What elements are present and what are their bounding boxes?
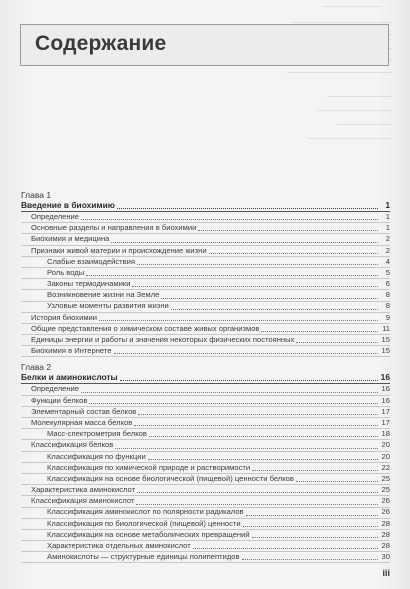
dot-leader <box>243 525 378 527</box>
toc-entry-page: 2 <box>385 234 390 244</box>
dot-leader <box>246 514 378 516</box>
dot-leader <box>148 458 378 460</box>
toc-entry-title: Узловые моменты развития жизни <box>47 301 169 311</box>
page-number: iii <box>382 568 390 578</box>
toc-entry-page: 1 <box>385 211 390 221</box>
toc-entry-page: 26 <box>381 507 390 517</box>
toc-entry-title: Классификация по функции <box>47 451 146 461</box>
dot-leader <box>296 341 378 343</box>
dot-leader <box>81 391 378 393</box>
toc-entry-title: Элементарный состав белков <box>31 406 137 416</box>
toc-entry-page: 15 <box>381 346 390 356</box>
toc-entry-title: Общие представления о химическом составе живых организмов <box>31 323 260 333</box>
toc-entry-title: Классификация аминокислот по полярности радикалов <box>47 507 244 517</box>
chapter-label: Глава 1 <box>21 190 52 200</box>
page-title: Содержание <box>35 32 167 55</box>
dot-leader <box>296 480 378 482</box>
chapter-label: Глава 2 <box>21 362 52 373</box>
dot-leader <box>81 218 378 220</box>
dot-leader <box>261 330 378 332</box>
toc-entry-page: 28 <box>381 541 390 551</box>
toc-entry-page: 17 <box>381 417 390 427</box>
toc-entry-title: Единицы энергии и работы и значения некоторых физических постоянных <box>31 335 295 345</box>
toc-entry-page: 2 <box>385 245 390 255</box>
toc-entry-page: 25 <box>381 485 390 495</box>
dot-leader <box>193 547 378 549</box>
toc-entry-page: 6 <box>385 279 390 289</box>
toc-entry-page: 15 <box>381 335 390 345</box>
toc-entry-title: Классификация по химической природе и растворимости <box>47 462 251 472</box>
toc-entry-title: Классификация аминокислот <box>31 496 135 506</box>
toc-entry-page: 4 <box>385 256 390 266</box>
toc-entry-title: Аминокислоты — структурные единицы полипептидов <box>47 552 240 562</box>
toc-entry-title: Биохимия и медицина <box>31 234 110 244</box>
toc-entry-page: 1 <box>385 200 390 210</box>
toc-entry-title: Роль воды <box>47 267 85 277</box>
dot-leader <box>209 252 378 254</box>
toc-entry-page: 28 <box>381 529 390 539</box>
toc-entry-title: Характеристика отдельных аминокислот <box>47 541 191 551</box>
dot-leader <box>252 469 378 471</box>
toc-entry-page: 8 <box>385 290 390 300</box>
toc-entry-title: Характеристика аминокислот <box>31 485 136 495</box>
dot-leader <box>117 207 378 209</box>
toc-entry-title: Масс-спектрометрия белков <box>47 429 147 439</box>
toc-entry-page: 16 <box>381 384 390 394</box>
toc-entry-page: 20 <box>381 440 390 450</box>
dot-leader <box>242 558 378 560</box>
dot-leader <box>198 229 378 231</box>
toc-entry-title: Слабые взаимодействия <box>47 256 136 266</box>
dot-leader <box>99 319 378 321</box>
toc-entry-page: 11 <box>382 323 390 333</box>
toc-entry-title: Законы термодинамики <box>47 279 131 289</box>
dot-leader <box>252 536 378 538</box>
dot-leader <box>137 491 378 493</box>
table-of-contents <box>21 190 390 563</box>
toc-entry-page: 30 <box>381 552 390 562</box>
toc-entry-title: Белки и аминокислоты <box>21 372 118 383</box>
dot-leader <box>161 297 378 299</box>
toc-entry-title: Биохимия в Интернете <box>31 346 112 356</box>
toc-entry-title: Классификация на основе биологической (пищевой) ценности белков <box>47 473 294 483</box>
toc-entry-title: Признаки живой материи и происхождение жизни <box>31 245 207 255</box>
toc-entry-page: 26 <box>381 496 390 506</box>
toc-entry-title: Молекулярная масса белков <box>31 417 133 427</box>
toc-entry-page: 22 <box>381 462 390 472</box>
dot-leader <box>136 503 378 505</box>
toc-entry[interactable] <box>21 552 390 563</box>
toc-entry-page: 1 <box>385 223 390 233</box>
toc-entry-title: История биохимии <box>31 312 98 322</box>
toc-entry-title: Классификация белков <box>31 440 114 450</box>
dot-leader <box>86 274 378 276</box>
dot-leader <box>138 413 378 415</box>
dot-leader <box>89 402 378 404</box>
toc-entry-title: Введение в биохимию <box>21 200 115 210</box>
toc-entry-page: 9 <box>385 312 390 322</box>
toc-entry-title: Определение <box>31 384 80 394</box>
toc-entry-title: Определение <box>31 211 80 221</box>
title-frame <box>20 24 389 66</box>
toc-entry-page: 18 <box>381 429 390 439</box>
dot-leader <box>137 263 378 265</box>
toc-entry[interactable] <box>21 346 390 357</box>
toc-entry-page: 25 <box>381 473 390 483</box>
toc-entry-page: 16 <box>381 395 390 405</box>
dot-leader <box>134 424 378 426</box>
toc-entry-title: Классификация по биологической (пищевой) ценности <box>47 518 241 528</box>
toc-entry-page: 28 <box>381 518 390 528</box>
toc-entry-page: 8 <box>385 301 390 311</box>
toc-entry-page: 16 <box>380 372 390 383</box>
toc-entry-page: 20 <box>381 451 390 461</box>
dot-leader <box>171 308 378 310</box>
dot-leader <box>115 447 378 449</box>
dot-leader <box>114 352 378 354</box>
dot-leader <box>120 379 378 381</box>
dot-leader <box>132 285 378 287</box>
toc-entry-title: Классификация на основе метаболических превращений <box>47 529 250 539</box>
dot-leader <box>149 435 378 437</box>
toc-entry-page: 17 <box>381 406 390 416</box>
toc-entry-page: 5 <box>385 267 390 277</box>
dot-leader <box>111 241 378 243</box>
toc-entry-title: Основные разделы и направления в биохимии <box>31 223 197 233</box>
bleed-through-text <box>282 0 402 150</box>
toc-entry-title: Возникновение жизни на Земле <box>47 290 160 300</box>
toc-entry-title: Функции белков <box>31 395 88 405</box>
